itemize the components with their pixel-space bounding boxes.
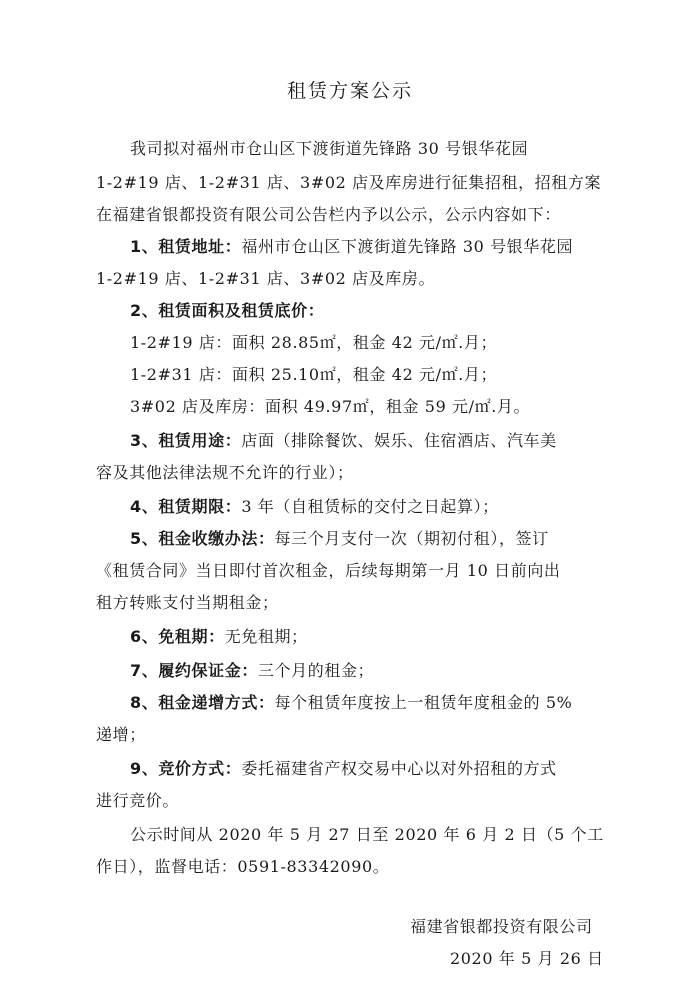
item-label: 1、租赁地址 (130, 237, 225, 256)
item-text: 3 年（自租赁标的交付之日起算）； (241, 497, 499, 516)
item-increase (130, 690, 650, 713)
item-sep: ： (224, 497, 242, 516)
item-continuation: 容及其他法律法规不允许的行业）； (96, 463, 354, 482)
item-text: 每三个月支付一次（期初付租），签订 (274, 529, 549, 548)
item-label: 4、租赁期限 (130, 497, 225, 516)
document-title: 租赁方案公示 (286, 80, 413, 102)
item-label: 7、履约保证金 (130, 661, 242, 680)
item-continuation: 1-2#19 店、1-2#31 店、3#02 店及库房。 (96, 269, 436, 288)
item-label: 9、竞价方式 (130, 759, 225, 778)
item-sep: ： (257, 529, 275, 548)
item-payment (130, 526, 650, 549)
item-continuation: 《租赁合同》当日即付首次租金，后续每期第一月 10 日前向出 (96, 561, 561, 580)
item-sep: ： (224, 431, 242, 450)
item-bidding (130, 756, 650, 779)
price-row: 1-2#31 店：面积 25.10㎡，租金 42 元/㎡.月； (130, 365, 498, 384)
item-usage (130, 428, 650, 451)
item-label: 2、租赁面积及租赁底价 (130, 301, 308, 320)
item-rental-address (130, 234, 650, 257)
item-sep: ： (208, 627, 225, 646)
item-deposit (130, 658, 650, 681)
item-term (130, 494, 650, 517)
signature-company: 福建省银都投资有限公司 (410, 917, 593, 936)
item-continuation: 进行竞价。 (96, 791, 180, 810)
item-text: 无免租期； (224, 627, 308, 646)
item-label: 6、免租期 (130, 627, 209, 646)
price-row: 1-2#19 店：面积 28.85㎡，租金 42 元/㎡.月； (130, 333, 498, 352)
item-continuation: 租方转账支付当期租金； (96, 593, 279, 612)
item-rent-free (130, 624, 650, 647)
intro-line: 1-2#19 店、1-2#31 店、3#02 店及库房进行征集招租，招租方案 (96, 173, 602, 192)
item-label: 8、租金递增方式 (130, 693, 258, 712)
item-sep: ： (224, 237, 242, 256)
item-text: 每个租赁年度按上一租赁年度租金的 5% (274, 693, 573, 712)
notice-line: 公示时间从 2020 年 5 月 27 日至 2020 年 6 月 2 日（5 个工 (130, 825, 604, 844)
intro-line: 我司拟对福州市仓山区下渡街道先锋路 30 号银华花园 (130, 139, 529, 158)
item-label: 5、租金收缴办法 (130, 529, 258, 548)
item-sep: ： (307, 301, 325, 320)
item-sep: ： (224, 759, 242, 778)
item-label: 3、租赁用途 (130, 431, 225, 450)
item-text: 委托福建省产权交易中心以对外招租的方式 (241, 759, 557, 778)
item-continuation: 递增； (96, 725, 146, 744)
signature-date: 2020 年 5 月 26 日 (450, 949, 604, 968)
intro-line: 在福建省银都投资有限公司公告栏内予以公示，公示内容如下： (96, 205, 561, 224)
item-text: 店面（排除餐饮、娱乐、住宿酒店、汽车美 (241, 431, 557, 450)
price-row: 3#02 店及库房：面积 49.97㎡，租金 59 元/㎡.月。 (130, 397, 531, 416)
item-sep: ： (241, 661, 258, 680)
notice-line: 作日），监督电话：0591-83342090。 (96, 857, 390, 876)
item-area-and-price (130, 298, 650, 321)
item-text: 福州市仓山区下渡街道先锋路 30 号银华花园 (241, 237, 574, 256)
item-text: 三个月的租金； (257, 661, 375, 680)
item-sep: ： (257, 693, 275, 712)
